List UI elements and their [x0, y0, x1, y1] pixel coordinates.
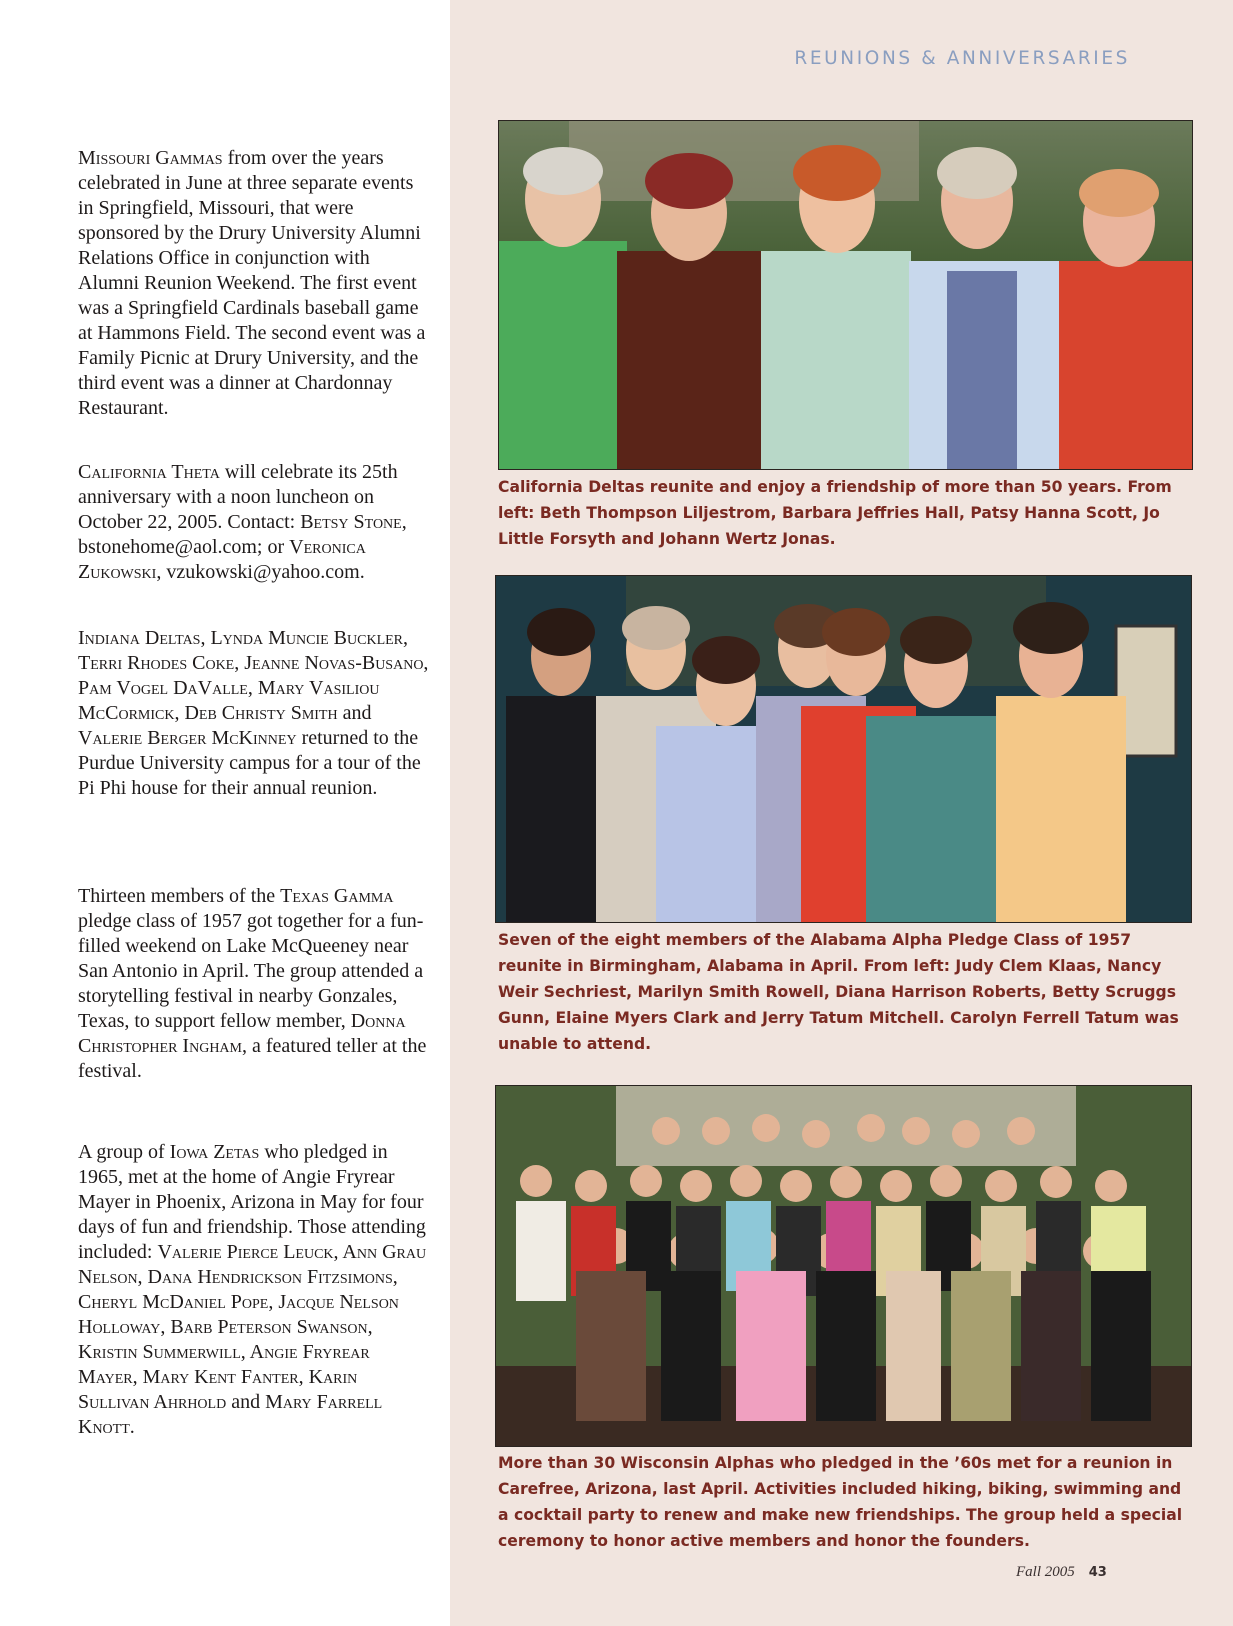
section-header: REUNIONS & ANNIVERSARIES — [794, 48, 1130, 69]
member-name: Donna Christopher Ingham — [78, 1010, 406, 1057]
caption-photo-1: California Deltas reunite and enjoy a friendship of more than 50 years. From left: Beth Thompson Liljestrom, Barbara Jeffries Hall, Patsy Hanna Scott, Jo Little Forsyth and Johann Wertz Jonas. — [498, 478, 1172, 548]
caption-photo-2: Seven of the eight members of the Alabama Alpha Pledge Class of 1957 reunite in Birmingham, Alabama in April. From left: Judy Clem Klaas, Nancy Weir Sechriest, Marilyn Smith Rowell, Diana Harrison Roberts, Betty Scruggs Gunn, Elaine Myers Clark and Jerry Tatum Mitchell. Carolyn Ferrell Tatum was unable to attend. — [498, 931, 1179, 1053]
page-number: 43 — [1088, 1565, 1107, 1580]
article-missouri: Missouri Gammas from over the years celebrated in June at three separate events in Springfield, Missouri, that were sponsored by the Drury University Alumni Relations Office in conjunction with Alumni Reunion Weekend. The first event was a Springfield Cardinals baseball game at Hammons Field. The second event was a Family Picnic at Drury University, and the third event was a dinner at Chardonnay Restaurant. — [78, 147, 426, 419]
article-indiana: Indiana Deltas, Lynda Muncie Buckler, Terri Rhodes Coke, Jeanne Novas-Busano, Pam Vogel DaValle, Mary Vasiliou McCormick, Deb Christy Smith and Valerie Berger McKinney returned to the Purdue University campus for a tour of the Pi Phi house for their annual reunion. — [78, 627, 429, 799]
chapter-name: California Theta — [78, 461, 220, 483]
photo-california-deltas — [498, 120, 1193, 470]
member-names: Valerie Pierce Leuck, Ann Grau Nelson, Dana Hendrickson Fitzsimons, Cheryl McDaniel Pope, Jacque Nelson Holloway, Barb Peterson Swanson, Kristin Summerwill, Angie Fryrear Mayer, Mary Kent Fanter, Karin Sullivan Ahrhold — [78, 1241, 427, 1413]
chapter-name: Texas Gamma — [280, 885, 394, 907]
caption-photo-3: More than 30 Wisconsin Alphas who pledged in the ’60s met for a reunion in Carefree, Arizona, last April. Activities included hiking, biking, swimming and a cocktail party to renew and make new friendships. The group held a special ceremony to honor active members and honor the founders. — [498, 1454, 1183, 1550]
photo-alabama-alphas — [495, 575, 1192, 923]
article-california: California Theta will celebrate its 25th anniversary with a noon luncheon on October 22, 2005. Contact: Betsy Stone, bstonehome@aol.com; or Veronica Zukowski, vzukowski@yahoo.com. — [78, 461, 407, 583]
member-name: Valerie Berger McKinney — [78, 727, 297, 749]
chapter-name: Missouri Gammas — [78, 147, 223, 169]
contact-name: Betsy Stone — [300, 511, 402, 533]
article-iowa: A group of Iowa Zetas who pledged in 1965, met at the home of Angie Fryrear Mayer in Phoenix, Arizona in May for four days of fun and friendship. Those attending included: Valerie Pierce Leuck, Ann Grau Nelson, Dana Hendrickson Fitzsimons, Cheryl McDaniel Pope, Jacque Nelson Holloway, Barb Peterson Swanson, Kristin Summerwill, Angie Fryrear Mayer, Mary Kent Fanter, Karin Sullivan Ahrhold and Mary Farrell Knott. — [78, 1141, 427, 1438]
article-texas: Thirteen members of the Texas Gamma pledge class of 1957 got together for a fun-filled weekend on Lake McQueeney near San Antonio in April. The group attended a storytelling festival in nearby Gonzales, Texas, to support fellow member, Donna Christopher Ingham, a featured teller at the festival. — [78, 885, 427, 1082]
member-name: Mary Farrell Knott — [78, 1391, 383, 1438]
member-names: Indiana Deltas, Lynda Muncie Buckler, Terri Rhodes Coke, Jeanne Novas-Busano, Pam Vogel DaValle, Mary Vasiliou McCormick, Deb Christy Smith — [78, 627, 429, 724]
contact-name: Veronica Zukowski — [78, 536, 366, 583]
chapter-name: Iowa Zetas — [169, 1141, 260, 1163]
issue-label: Fall 2005 — [1016, 1564, 1075, 1580]
photo-wisconsin-alphas — [495, 1085, 1192, 1447]
page-footer — [1016, 1563, 1107, 1581]
